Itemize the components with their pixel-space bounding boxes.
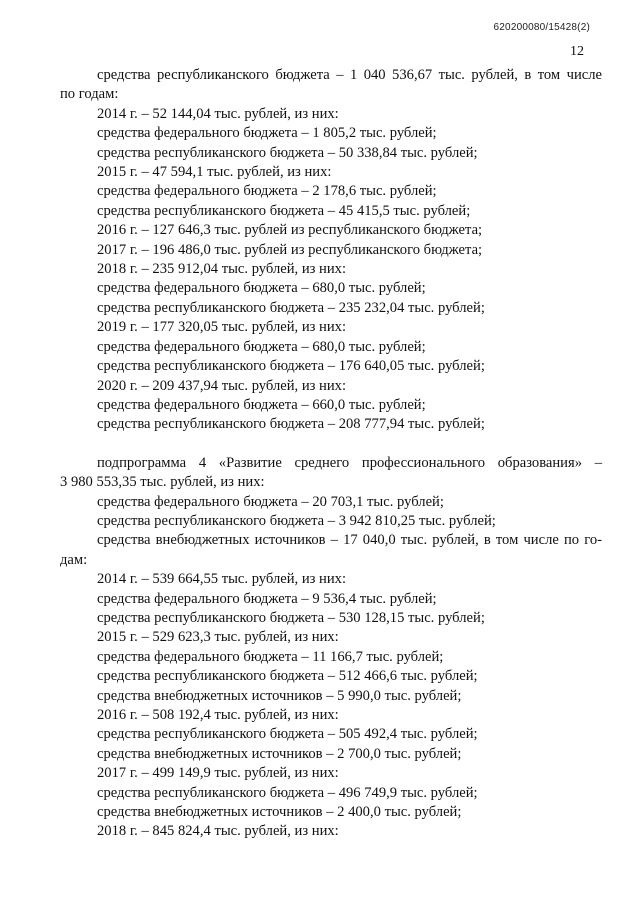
text-line: 2016 г. – 508 192,4 тыс. рублей, из них: [97,707,339,723]
text-line: средства республиканского бюджета – 208 777,94 тыс. рублей; [97,416,485,433]
text-line: 2017 г. – 499 149,9 тыс. рублей, из них: [97,765,339,782]
text-line: средства федерального бюджета – 1 805,2 тыс. рублей; [97,125,437,142]
text-line: 2014 г. – 52 144,04 тыс. рублей, из них: [97,105,339,122]
text-line: средства внебюджетных источников – 17 040,0 тыс. рублей, в том числе по го- [97,532,602,549]
text-line: 2018 г. – 845 824,4 тыс. рублей, из них: [97,823,339,840]
text-line: средства республиканского бюджета – 3 942 810,25 тыс. рублей; [97,512,496,529]
text-line: средства федерального бюджета – 11 166,7 тыс. рублей; [97,648,444,665]
text-line: средства федерального бюджета – 680,0 тыс. рублей; [97,338,426,355]
paragraph-spacer [60,435,602,454]
text-line: средства федерального бюджета – 680,0 тыс. рублей; [97,280,426,297]
text-line: 2020 г. – 209 437,94 тыс. рублей, из них: [97,377,347,394]
text-line: средства республиканского бюджета – 496 749,9 тыс. рублей; [97,784,478,801]
text-line: средства внебюджетных источников – 2 700,0 тыс. рублей; [97,745,462,762]
text-line: средства республиканского бюджета – 530 128,15 тыс. рублей; [97,609,485,626]
text-line: дам: [60,551,88,568]
text-line: подпрограмма 4 «Развитие среднего профессионального образования» – [97,454,602,471]
document-body [60,66,602,842]
text-line: 3 980 553,35 тыс. рублей, из них: [60,474,265,491]
text-line: 2017 г. – 196 486,0 тыс. рублей из республиканского бюджета; [97,241,483,258]
page-number: 12 [570,44,584,59]
text-line: средства федерального бюджета – 9 536,4 тыс. рублей; [97,590,437,607]
text-line: средства республиканского бюджета – 45 415,5 тыс. рублей; [97,202,471,219]
text-line: средства республиканского бюджета – 235 232,04 тыс. рублей; [97,299,485,316]
text-line: средства федерального бюджета – 660,0 тыс. рублей; [97,396,426,413]
text-line: 2018 г. – 235 912,04 тыс. рублей, из них: [97,261,347,278]
text-line: средства республиканского бюджета – 50 338,84 тыс. рублей; [97,144,478,161]
text-line: по годам: [60,86,119,103]
text-line: средства республиканского бюджета – 1 040 536,67 тыс. рублей, в том числе [97,67,602,83]
text-line: средства республиканского бюджета – 176 640,05 тыс. рублей; [97,358,485,375]
text-line: 2019 г. – 177 320,05 тыс. рублей, из них: [97,319,347,336]
text-line: 2014 г. – 539 664,55 тыс. рублей, из них: [97,571,347,588]
text-line: средства федерального бюджета – 2 178,6 тыс. рублей; [97,183,437,200]
text-line: средства внебюджетных источников – 5 990,0 тыс. рублей; [97,687,462,704]
text-line: средства республиканского бюджета – 505 492,4 тыс. рублей; [97,726,478,743]
paragraph-republican-budget [60,66,602,435]
text-line: 2015 г. – 47 594,1 тыс. рублей, из них: [97,164,332,181]
text-line: средства внебюджетных источников – 2 400,0 тыс. рублей; [97,804,462,821]
paragraph-subprogram-4 [60,454,602,842]
text-line: 2016 г. – 127 646,3 тыс. рублей из республиканского бюджета; [97,222,483,239]
text-line: средства федерального бюджета – 20 703,1 тыс. рублей; [97,493,444,510]
text-line: средства республиканского бюджета – 512 466,6 тыс. рублей; [97,668,478,685]
document-code: 620200080/15428(2) [493,22,590,33]
text-line: 2015 г. – 529 623,3 тыс. рублей, из них: [97,629,339,646]
